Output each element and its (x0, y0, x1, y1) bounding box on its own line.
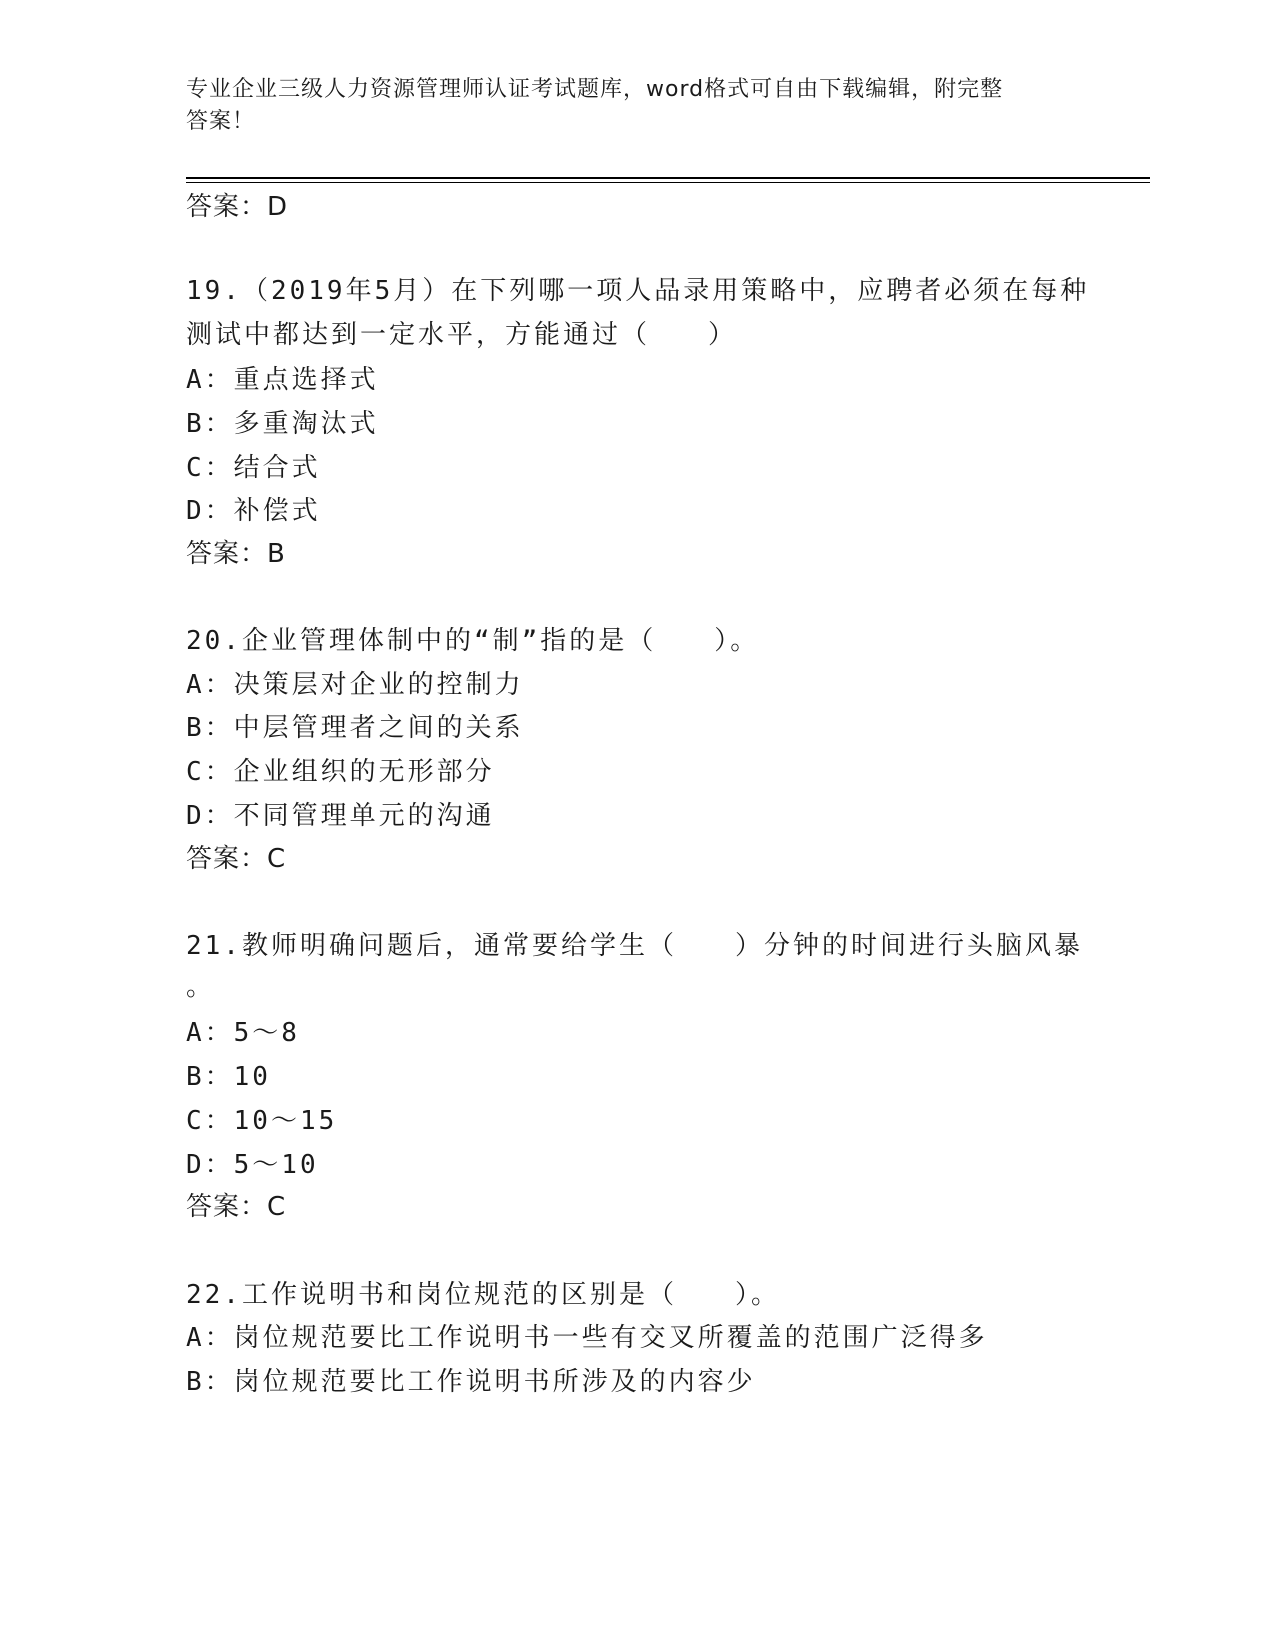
question-21-option-b: B：10 (186, 1062, 271, 1092)
question-19-option-a: A：重点选择式 (186, 365, 379, 395)
header-line-1: 专业企业三级人力资源管理师认证考试题库，word格式可自由下载编辑，附完整 (186, 77, 1004, 102)
question-20-option-c: C：企业组织的无形部分 (186, 757, 495, 787)
question-22-option-a: A：岗位规范要比工作说明书一些有交叉所覆盖的范围广泛得多 (186, 1323, 988, 1353)
question-20-option-a: A：决策层对企业的控制力 (186, 670, 524, 700)
question-20-answer: 答案：C (186, 844, 287, 874)
question-19-stem-line-1: 19.（2019年5月）在下列哪一项人品录用策略中，应聘者必须在每种 (186, 276, 1090, 306)
question-20-stem-line-1: 20.企业管理体制中的“制”指的是（ ）。 (186, 626, 760, 656)
question-19-option-d: D：补偿式 (186, 496, 321, 526)
question-21-stem-line-1: 21.教师明确问题后，通常要给学生（ ）分钟的时间进行头脑风暴 (186, 931, 1083, 961)
question-22-option-b: B：岗位规范要比工作说明书所涉及的内容少 (186, 1367, 756, 1397)
header-divider-thick (186, 177, 1150, 179)
question-19-answer: 答案：B (186, 539, 286, 569)
previous-answer: 答案：D (186, 192, 289, 222)
header-line-2: 答案！ (186, 109, 256, 134)
question-21-option-d: D：5～10 (186, 1150, 319, 1180)
question-19-option-c: C：结合式 (186, 453, 321, 483)
question-20-option-d: D：不同管理单元的沟通 (186, 801, 495, 831)
question-22-stem-line-1: 22.工作说明书和岗位规范的区别是（ ）。 (186, 1280, 780, 1310)
question-21-answer: 答案：C (186, 1192, 287, 1222)
question-19-stem-line-2: 测试中都达到一定水平，方能通过（ ） (186, 320, 738, 350)
question-21-option-a: A：5～8 (186, 1018, 300, 1048)
question-21-option-c: C：10～15 (186, 1106, 338, 1136)
question-19-option-b: B：多重淘汰式 (186, 409, 379, 439)
document-header (186, 74, 1086, 138)
header-divider-thin (186, 182, 1150, 183)
question-21-stem-line-2: 。 (186, 972, 216, 1002)
question-20-option-b: B：中层管理者之间的关系 (186, 713, 524, 743)
